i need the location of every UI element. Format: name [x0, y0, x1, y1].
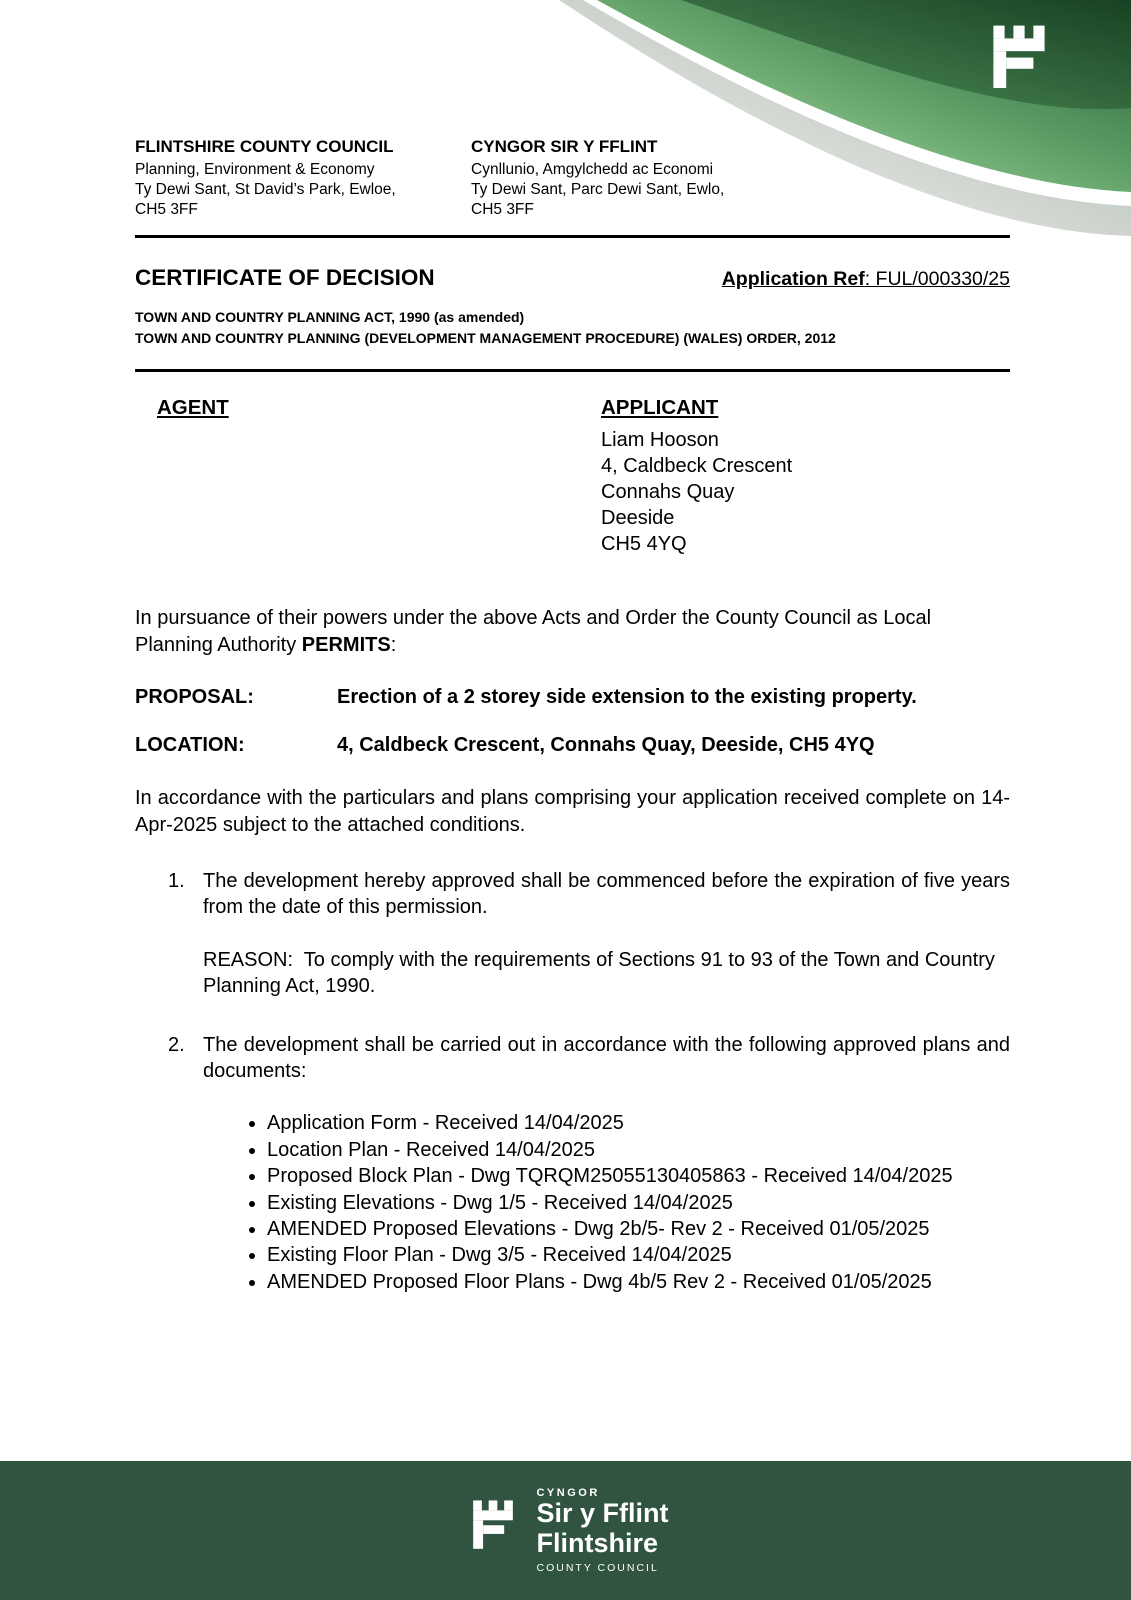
council-dept-en: Planning, Environment & Economy [135, 161, 375, 178]
pursuance-text: In pursuance of their powers under the above Acts and Order the County Council as Local Planning Authority [135, 607, 932, 656]
condition-item-2 [135, 1032, 1010, 1296]
footer-county-label: COUNTY COUNCIL [536, 1561, 659, 1574]
condition-text: The development shall be carried out in accordance with the following approved plans and documents: [203, 1033, 1010, 1082]
condition-reason: REASON: To comply with the requirements of Sections 91 to 93 of the Town and Country Planning Act, 1990. [203, 948, 1001, 998]
applicant-address-line: Deeside [601, 507, 675, 530]
condition-number: 2. [168, 1033, 185, 1056]
footer-logo-text [536, 1487, 668, 1573]
council-postcode-cy: CH5 3FF [471, 201, 534, 219]
location-label: LOCATION: [135, 734, 245, 757]
proposal-value: Erection of a 2 storey side extension to the existing property. [337, 686, 917, 709]
application-ref-value: : FUL/000330/25 [864, 268, 1010, 291]
planning-act-line-2: TOWN AND COUNTRY PLANNING (DEVELOPMENT MANAGEMENT PROCEDURE) (WALES) ORDER, 2012 [135, 330, 836, 347]
applicant-address-line: Connahs Quay [601, 481, 735, 504]
footer-name-english: Flintshire [536, 1528, 658, 1558]
council-block-welsh [471, 137, 1010, 220]
applicant-postcode: CH5 4YQ [601, 533, 687, 556]
footer-cyngor-label: CYNGOR [536, 1487, 600, 1500]
plan-list-item: • Location Plan - Received 14/04/2025 [267, 1137, 1010, 1163]
condition-text: The development hereby approved shall be commenced before the expiration of five years from the date of this permission. [203, 869, 1010, 919]
application-ref [722, 268, 1010, 291]
application-ref-label: Application Ref [721, 268, 865, 291]
plan-list-item: • AMENDED Proposed Floor Plans - Dwg 4b/5 Rev 2 - Received 01/05/2025 [267, 1269, 1010, 1295]
applicant-address-line: 4, Caldbeck Crescent [601, 455, 793, 478]
planning-act-line-1: TOWN AND COUNTRY PLANNING ACT, 1990 (as amended) [135, 309, 525, 326]
condition-body [203, 1032, 1010, 1296]
applicant-name: Liam Hooson [601, 429, 719, 452]
approved-plans-list [203, 1110, 1010, 1295]
plan-list-item: • Proposed Block Plan - Dwg TQRQM25055130405863 - Received 14/04/2025 [267, 1163, 1010, 1189]
castle-icon [462, 1487, 524, 1561]
proposal-label: PROPOSAL: [135, 686, 254, 709]
agent-column [135, 396, 601, 557]
council-block-english [135, 137, 471, 220]
council-dept-cy: Cynllunio, Amgylchedd ac Economi [471, 161, 714, 178]
agent-heading: AGENT [157, 396, 229, 420]
title-row [135, 265, 1010, 291]
accordance-paragraph: In accordance with the particulars and plans comprising your application received complete on 14-Apr-2025 subject to the attached conditions. [135, 787, 1010, 836]
council-name-cy: CYNGOR SIR Y FFLINT [471, 137, 658, 156]
location-value: 4, Caldbeck Crescent, Connahs Quay, Deeside, CH5 4YQ [337, 734, 875, 757]
parties-section [135, 396, 1010, 557]
council-postcode-en: CH5 3FF [135, 201, 198, 219]
applicant-heading: APPLICANT [601, 396, 719, 420]
plan-list-item: • AMENDED Proposed Elevations - Dwg 2b/5- Rev 2 - Received 01/05/2025 [267, 1216, 1010, 1242]
council-logo [462, 1487, 668, 1573]
plan-list-item: • Existing Floor Plan - Dwg 3/5 - Received 14/04/2025 [267, 1242, 1010, 1268]
condition-body [203, 868, 1010, 1000]
council-address-en: Ty Dewi Sant, St David’s Park, Ewloe, [135, 181, 396, 199]
applicant-column [601, 396, 1010, 557]
pursuance-paragraph [135, 605, 1010, 658]
condition-number: 1. [168, 869, 185, 892]
council-address-cy: Ty Dewi Sant, Parc Dewi Sant, Ewlo, [471, 181, 725, 199]
page-title: CERTIFICATE OF DECISION [135, 265, 435, 291]
proposal-row [135, 686, 1010, 709]
plan-list-item: • Application Form - Received 14/04/2025 [267, 1110, 1010, 1136]
plan-list-item: • Existing Elevations - Dwg 1/5 - Received 14/04/2025 [267, 1190, 1010, 1216]
location-row [135, 734, 1010, 757]
council-name-en: FLINTSHIRE COUNTY COUNCIL [135, 137, 394, 156]
divider-top [135, 235, 1010, 238]
footer-band [0, 1461, 1131, 1600]
condition-item-1 [135, 868, 1010, 1000]
permits-word: PERMITS [301, 633, 391, 656]
divider-acts [135, 369, 1010, 372]
permits-suffix: : [390, 633, 397, 656]
planning-acts [135, 307, 1010, 349]
footer-name-welsh: Sir y Fflint [536, 1498, 669, 1529]
letterhead [135, 137, 1010, 220]
